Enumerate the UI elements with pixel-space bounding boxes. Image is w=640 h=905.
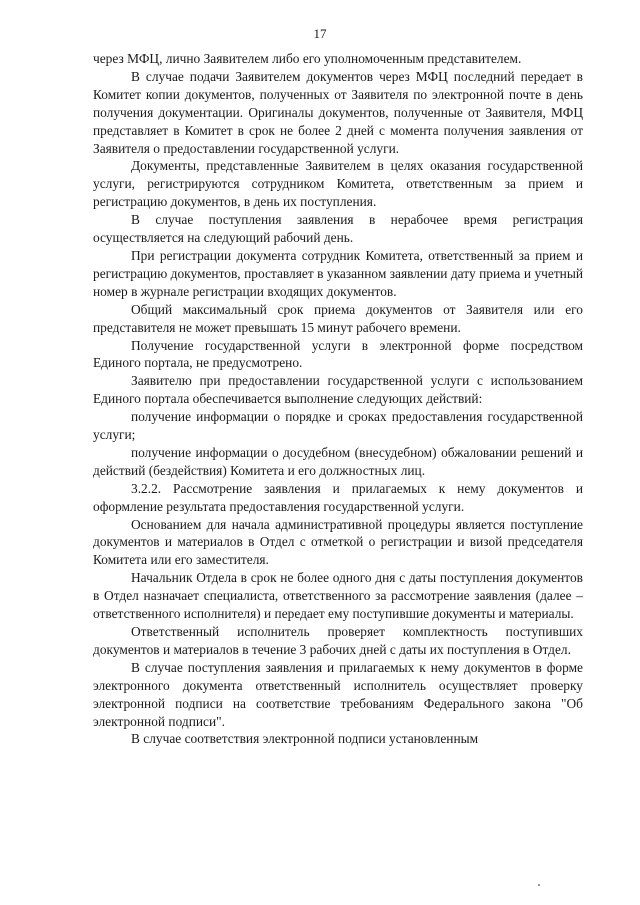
document-body xyxy=(93,50,583,748)
paragraph: через МФЦ, лично Заявителем либо его уполномоченным представителем. xyxy=(93,51,522,66)
paragraph: В случае соответствия электронной подписи установленным xyxy=(131,731,479,747)
paragraph: Ответственный исполнитель проверяет комплектность поступивших документов и материалов в течение 3 рабочих дней с даты их поступления в Отдел. xyxy=(93,624,583,657)
paragraph: При регистрации документа сотрудник Комитета, ответственный за прием и регистрацию документов, проставляет в указанном заявлении дату приема и учетный номер в журнале регистрации входящих документов. xyxy=(93,247,583,299)
paragraph: Начальник Отдела в срок не более одного дня с даты поступления документов в Отдел назначает специалиста, ответственного за рассмотрение заявления (далее – ответственного исполнителя) и передает ему поступившие документы и материалы. xyxy=(93,570,583,622)
paragraph: В случае подачи Заявителем документов через МФЦ последний передает в Комитет копии документов, полученных от Заявителя по электронной почте в день получения документации. Оригиналы документов, полученные от Заявителя, МФЦ представляет в Комитет в срок не более 2 дней с момента получения заявления от Заявителя о предоставлении государственной услуги. xyxy=(93,68,583,156)
paragraph: Заявителю при предоставлении государственной услуги с использованием Единого портала обеспечивается выполнение следующих действий: xyxy=(93,373,583,407)
page-number: 17 xyxy=(313,26,327,41)
paragraph: Документы, представленные Заявителем в целях оказания государственной услуги, регистрируются сотрудником Комитета, ответственным за прием и регистрацию документов, в день их поступления. xyxy=(93,158,583,210)
section-heading: 3.2.2. Рассмотрение заявления и прилагаемых к нему документов и оформление результата предоставления государственной услуги. xyxy=(93,480,583,514)
paragraph: Основанием для начала административной процедуры является поступление документов и материалов в Отдел с отметкой о регистрации и визой председателя Комитета или его заместителя. xyxy=(93,516,583,568)
paragraph: получение информации о порядке и сроках предоставления государственной услуги; xyxy=(93,409,583,443)
paragraph: В случае поступления заявления и прилагаемых к нему документов в форме электронного документа ответственный исполнитель осуществляет проверку электронной подписи на соответствие требованиям Федерального закона "Об электронной подписи". xyxy=(93,659,583,729)
paragraph: получение информации о досудебном (внесудебном) обжаловании решений и действий (бездействия) Комитета и его должностных лиц. xyxy=(93,444,583,478)
scan-artifact xyxy=(538,884,540,886)
paragraph: Получение государственной услуги в электронной форме посредством Единого портала, не предусмотрено. xyxy=(93,337,583,371)
paragraph: Общий максимальный срок приема документов от Заявителя или его представителя не может превышать 15 минут рабочего времени. xyxy=(93,301,583,335)
paragraph: В случае поступления заявления в нерабочее время регистрация осуществляется на следующий рабочий день. xyxy=(93,212,583,246)
